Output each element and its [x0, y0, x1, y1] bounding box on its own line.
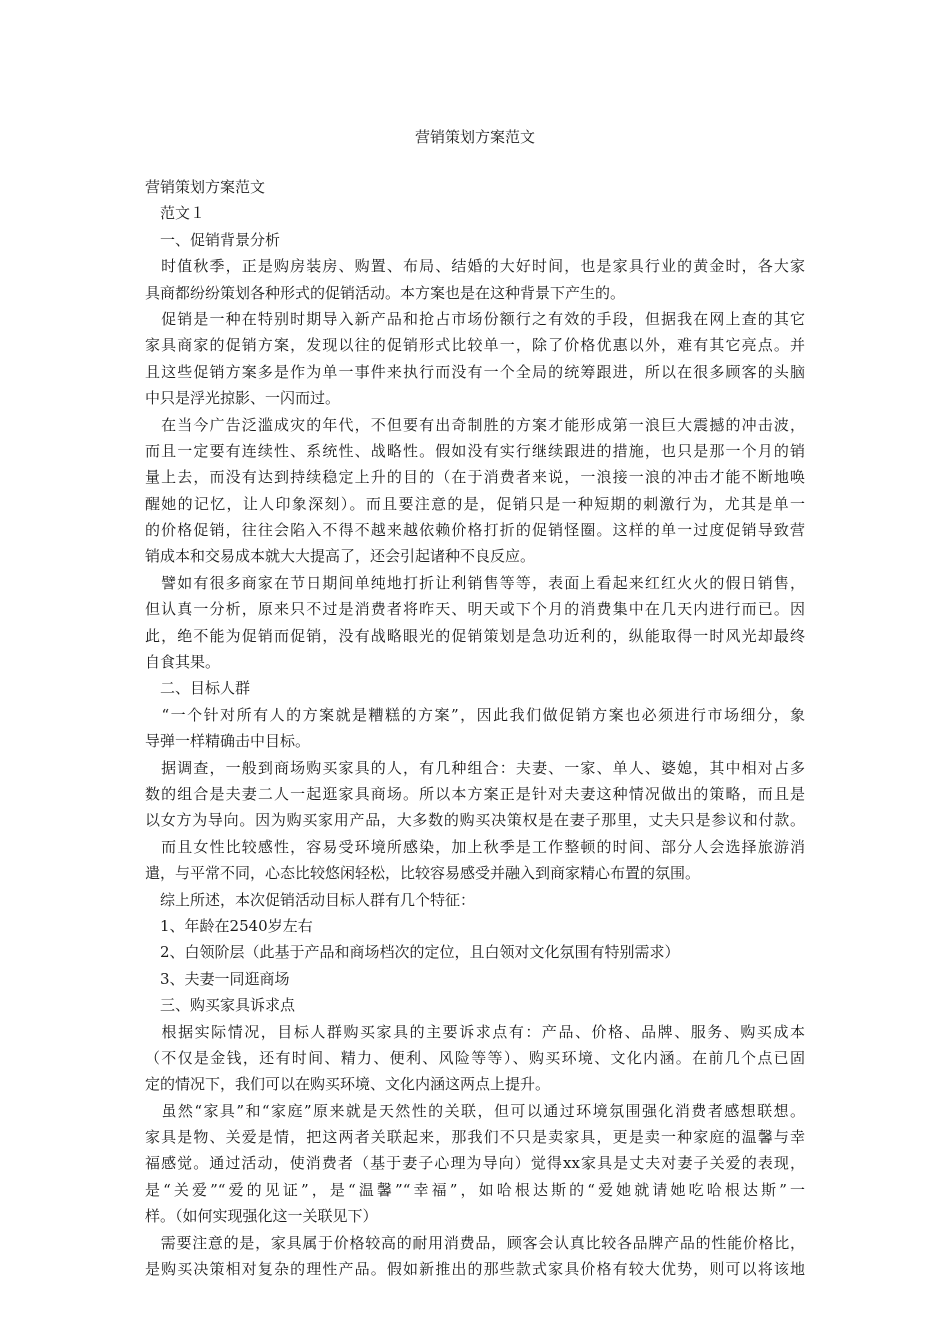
paragraph-line: 中只是浮光掠影、一闪而过。 [145, 389, 341, 408]
paragraph-line: 三、购买家具诉求点 [145, 996, 296, 1015]
paragraph-line: 遣，与平常不同，心态比较悠闲轻松，比较容易感受并融入到商家精心布置的氛围。 [145, 864, 701, 883]
paragraph-line: 综上所述，本次促销活动目标人群有几个特征： [145, 890, 476, 909]
paragraph-line: 但认真一分析，原来只不过是消费者将昨天、明天或下个月的消费集中在几天内进行而已。因 [145, 600, 805, 619]
document-body [145, 174, 805, 1282]
paragraph-line: 据调查，一般到商场购买家具的人，有几种组合：夫妻、一家、单人、婆媳，其中相对占多 [145, 758, 805, 777]
paragraph-line: 一、促销背景分析 [145, 230, 281, 249]
paragraph-line: 是“关爱”“爱的见证”，是“温馨”“幸福”，如哈根达斯的“爱她就请她吃哈根达斯”一 [145, 1180, 805, 1199]
paragraph-line: （不仅是金钱，还有时间、精力、便利、风险等等）、购买环境、文化内涵。在前几个点已固 [145, 1048, 805, 1067]
paragraph-line: 定的情况下，我们可以在购买环境、文化内涵这两点上提升。 [145, 1075, 551, 1094]
paragraph-line: “一个针对所有人的方案就是糟糕的方案”，因此我们做促销方案也必须进行市场细分，象 [145, 705, 805, 724]
document-title: 营销策划方案范文 [414, 128, 535, 146]
paragraph-line: 促销是一种在特别时期导入新产品和抢占市场份额行之有效的手段，但据我在网上查的其它 [145, 309, 805, 328]
paragraph-line: 而且一定要有连续性、系统性、战略性。假如没有实行继续跟进的措施，也只是那一个月的销 [145, 441, 805, 460]
paragraph-line: 营销策划方案范文 [145, 178, 266, 196]
paragraph-line: 的价格促销，往往会陷入不得不越来越依赖价格打折的促销怪圈。这样的单一过度促销导致营 [145, 521, 805, 540]
paragraph-line: 家具是物、关爱是情，把这两者关联起来，那我们不只是卖家具，更是卖一种家庭的温馨与幸 [145, 1128, 805, 1147]
paragraph-line: 1、年龄在2540岁左右 [145, 916, 313, 935]
paragraph-line: 数的组合是夫妻二人一起逛家具商场。所以本方案正是针对夫妻这种情况做出的策略，而且是 [145, 784, 805, 803]
paragraph-line: 醒她的记忆，让人印象深刻）。而且要注意的是，促销只是一种短期的刺激行为，尤其是单一 [145, 494, 805, 513]
paragraph-line: 此，绝不能为促销而促销，没有战略眼光的促销策划是急功近利的，纵能取得一时风光却最终 [145, 626, 805, 645]
paragraph-line: 是购买决策相对复杂的理性产品。假如新推出的那些款式家具价格有较大优势，则可以将该地 [145, 1260, 805, 1279]
paragraph-line: 销成本和交易成本就大大提高了，还会引起诸种不良反应。 [145, 547, 536, 566]
paragraph-line: 范文１ [145, 204, 206, 223]
paragraph-line: 3、夫妻一同逛商场 [145, 969, 290, 988]
paragraph-line: 虽然“家具”和“家庭”原来就是天然性的关联，但可以通过环境氛围强化消费者感想联想。 [145, 1101, 805, 1120]
paragraph-line: 家具商家的促销方案，发现以往的促销形式比较单一，除了价格优惠以外，难有其它亮点。并 [145, 336, 805, 355]
paragraph-line: 导弹一样精确击中目标。 [145, 732, 311, 751]
paragraph-line: 二、目标人群 [145, 679, 251, 698]
paragraph-line: 2、白领阶层（此基于产品和商场档次的定位，且白领对文化氛围有特别需求） [145, 943, 680, 962]
paragraph-line: 时值秋季，正是购房装房、购置、布局、结婚的大好时间，也是家具行业的黄金时，各大家 [145, 257, 805, 276]
paragraph-line: 具商都纷纷策划各种形式的促销活动。本方案也是在这种背景下产生的。 [145, 283, 626, 302]
paragraph-line: 而且女性比较感性，容易受环境所感染，加上秋季是工作整顿的时间、部分人会选择旅游消 [145, 837, 805, 856]
paragraph-line: 福感觉。通过活动，使消费者（基于妻子心理为导向）觉得xx家具是丈夫对妻子关爱的表现， [145, 1154, 805, 1173]
paragraph-line: 且这些促销方案多是作为单一事件来执行而没有一个全局的统筹跟进，所以在很多顾客的头脑 [145, 362, 805, 381]
paragraph-line: 样。（如何实现强化这一关联见下） [145, 1207, 378, 1226]
paragraph-line: 譬如有很多商家在节日期间单纯地打折让利销售等等，表面上看起来红红火火的假日销售， [145, 573, 805, 592]
paragraph-line: 根据实际情况，目标人群购买家具的主要诉求点有：产品、价格、品牌、服务、购买成本 [145, 1022, 805, 1041]
paragraph-line: 以女方为导向。因为购买家用产品，大多数的购买决策权是在妻子那里，丈夫只是参议和付款。 [145, 811, 805, 830]
paragraph-line: 需要注意的是，家具属于价格较高的耐用消费品，顾客会认真比较各品牌产品的性能价格比， [145, 1233, 805, 1252]
paragraph-line: 在当今广告泛滥成灾的年代，不但要有出奇制胜的方案才能形成第一浪巨大震撼的冲击波， [145, 415, 805, 434]
paragraph-line: 自食其果。 [145, 653, 221, 672]
paragraph-line: 量上去，而没有达到持续稳定上升的目的（在于消费者来说，一浪接一浪的冲击才能不断地唤 [145, 468, 805, 487]
